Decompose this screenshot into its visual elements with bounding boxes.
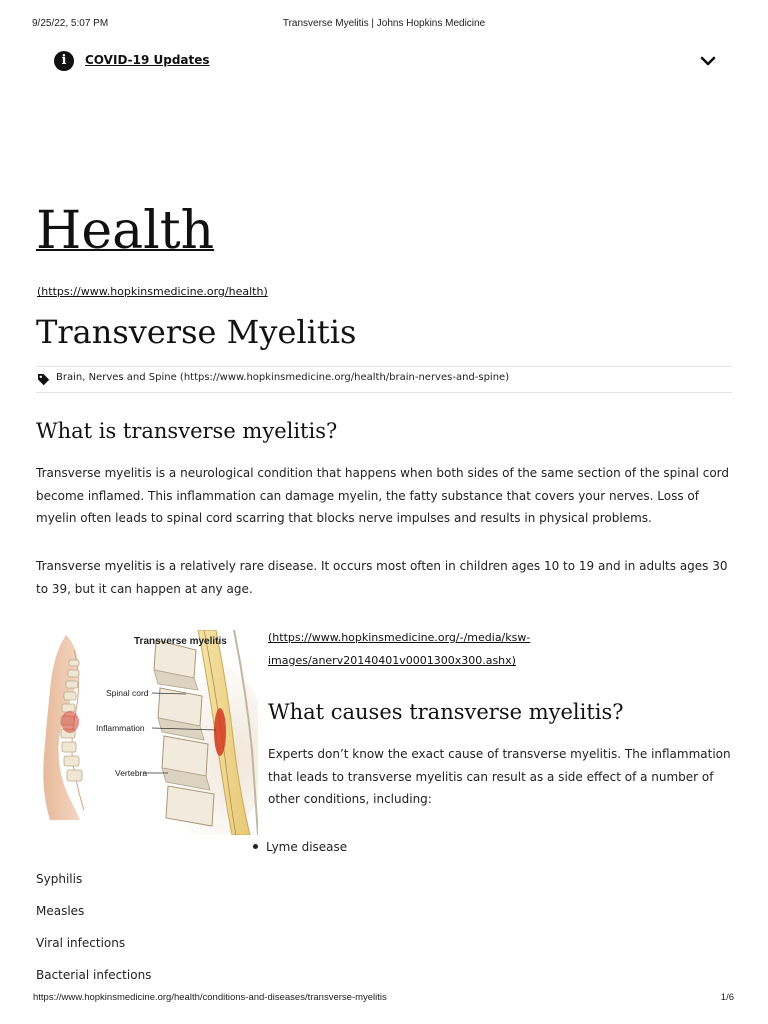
list-item: Measles xyxy=(36,904,85,918)
covid-updates-bar[interactable] xyxy=(54,50,716,72)
figure-label-spinal-cord: Spinal cord xyxy=(106,688,149,698)
list-item: Viral infections xyxy=(36,936,126,950)
category-link[interactable]: Brain, Nerves and Spine (https://www.hopkinsmedicine.org/health/brain-nerves-and-spine) xyxy=(56,372,510,383)
covid-updates-link[interactable]: COVID-19 Updates xyxy=(85,53,210,67)
figure-label-vertebra: Vertebra xyxy=(115,768,148,778)
list-item: Lyme disease xyxy=(253,836,347,858)
image-source-link[interactable]: (https://www.hopkinsmedicine.org/-/media/ksw- images/anerv20140401v0001300x300.ashx) xyxy=(268,631,531,667)
list-item: Syphilis xyxy=(36,872,83,886)
site-title-link[interactable]: Health xyxy=(36,201,215,261)
print-date: 9/25/22, 5:07 PM xyxy=(32,18,109,29)
list-item: Bacterial infections xyxy=(36,968,152,982)
print-footer-url: https://www.hopkinsmedicine.org/health/conditions-and-diseases/transverse-myelitis xyxy=(33,992,387,1003)
figure-label-inflammation: Inflammation xyxy=(96,723,145,733)
info-icon: i xyxy=(54,51,74,71)
category-row xyxy=(36,366,732,393)
page-title: Transverse Myelitis xyxy=(36,313,357,351)
site-url-link[interactable]: (https://www.hopkinsmedicine.org/health) xyxy=(37,285,268,298)
paragraph-prevalence: Transverse myelitis is a relatively rare disease. It occurs most often in children ages 10 to 19 and in adults ages 30 to 39, but it can happen at any age. xyxy=(36,559,728,596)
bullet-icon xyxy=(253,844,258,849)
chevron-down-icon[interactable] xyxy=(700,54,716,68)
figure-title: Transverse myelitis xyxy=(134,636,227,647)
page-number: 1/6 xyxy=(720,992,734,1003)
tag-icon xyxy=(37,373,50,386)
heading-what-causes: What causes transverse myelitis? xyxy=(268,700,624,724)
paragraph-causes: Experts don’t know the exact cause of transverse myelitis. The inflammation that leads to transverse myelitis can result as a side effect of a number of other conditions, including: xyxy=(268,747,731,806)
print-title: Transverse Myelitis | Johns Hopkins Medicine xyxy=(282,18,486,29)
transverse-myelitis-illustration xyxy=(36,630,258,835)
paragraph-definition: Transverse myelitis is a neurological condition that happens when both sides of the same section of the spinal cord become inflamed. This inflammation can damage myelin, the fatty substance that covers your nerves. Loss of myelin often leads to spinal cord scarring that blocks nerve impulses and results in physical problems. xyxy=(36,466,730,525)
heading-what-is: What is transverse myelitis? xyxy=(36,419,338,443)
